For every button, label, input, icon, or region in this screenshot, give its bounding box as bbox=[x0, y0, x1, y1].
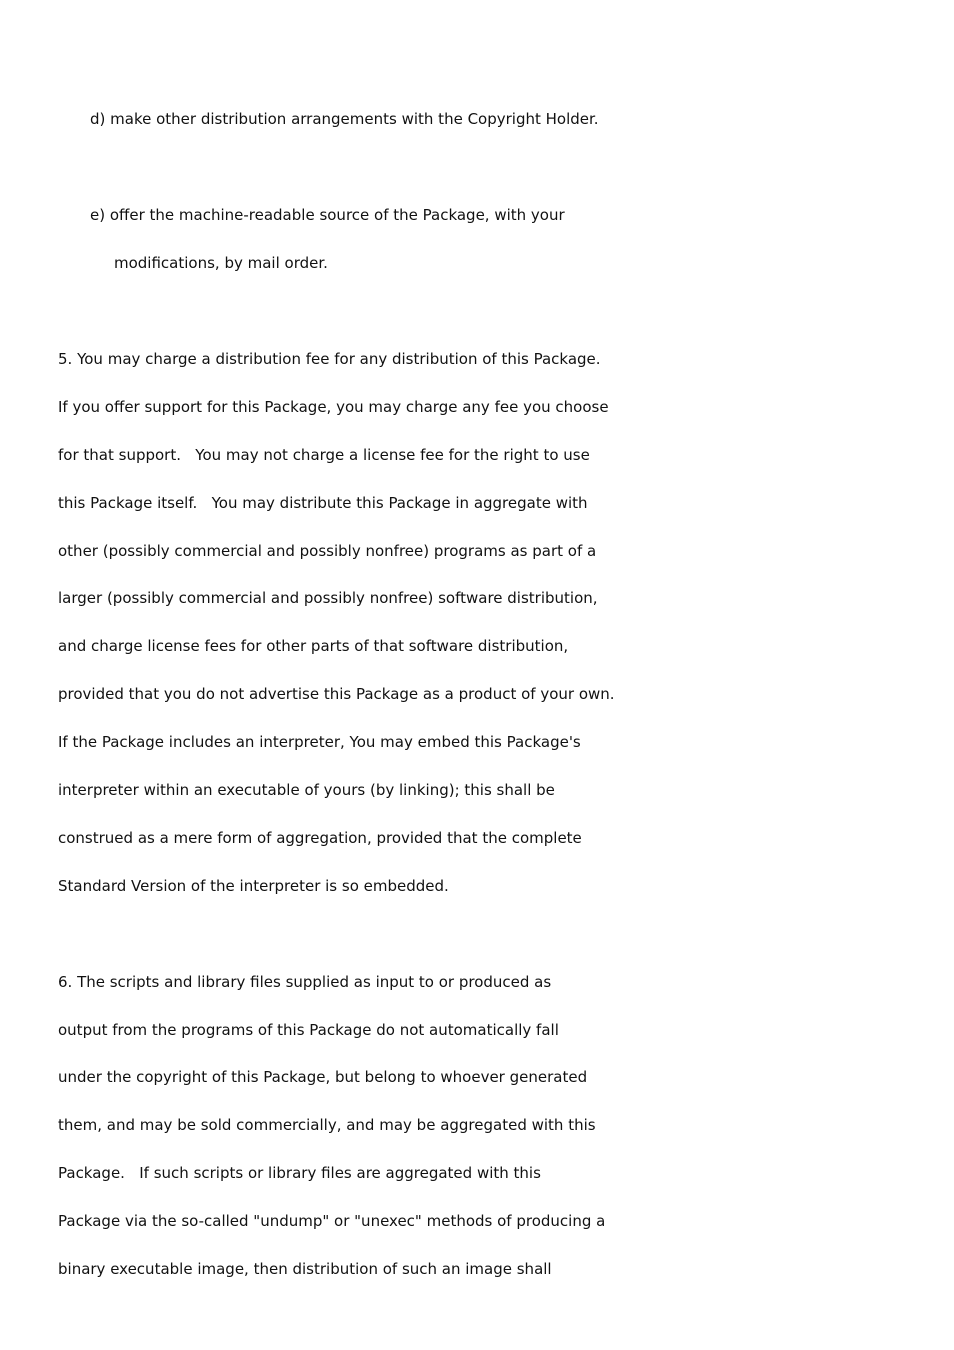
section-5-line: this Package itself. You may distribute this Package in aggregate with bbox=[58, 494, 588, 512]
section-6-line: binary executable image, then distribution of such an image shall bbox=[58, 1260, 552, 1278]
section-6-line: Package via the so-called "undump" or "unexec" methods of producing a bbox=[58, 1212, 606, 1230]
section-5-line: If the Package includes an interpreter, You may embed this Package's bbox=[58, 733, 581, 751]
section-5-line: for that support. You may not charge a license fee for the right to use bbox=[58, 446, 590, 464]
section-5-line: and charge license fees for other parts of that software distribution, bbox=[58, 637, 569, 655]
section-6-line: 6. The scripts and library files supplied as input to or produced as bbox=[58, 973, 552, 991]
section-5-line: larger (possibly commercial and possibly nonfree) software distribution, bbox=[58, 589, 598, 607]
section-6-line: output from the programs of this Package do not automatically fall bbox=[58, 1021, 559, 1039]
section-5-line: interpreter within an executable of yours (by linking); this shall be bbox=[58, 781, 555, 799]
section-5-line: If you offer support for this Package, you may charge any fee you choose bbox=[58, 398, 609, 416]
item-d-line-1: d) make other distribution arrangements with the Copyright Holder. bbox=[90, 110, 599, 128]
section-5-line: 5. You may charge a distribution fee for any distribution of this Package. bbox=[58, 350, 601, 368]
section-5-line: construed as a mere form of aggregation, provided that the complete bbox=[58, 829, 582, 847]
section-6-line: under the copyright of this Package, but belong to whoever generated bbox=[58, 1068, 588, 1086]
item-e-line-2: modifications, by mail order. bbox=[114, 254, 328, 272]
section-5-line: other (possibly commercial and possibly nonfree) programs as part of a bbox=[58, 542, 597, 560]
section-5-line: provided that you do not advertise this Package as a product of your own. bbox=[58, 685, 615, 703]
section-5-line: Standard Version of the interpreter is so embedded. bbox=[58, 877, 449, 895]
item-e-line-1: e) offer the machine-readable source of the Package, with your bbox=[90, 206, 565, 224]
section-6-line: them, and may be sold commercially, and may be aggregated with this bbox=[58, 1116, 596, 1134]
section-6-line: Package. If such scripts or library files are aggregated with this bbox=[58, 1164, 541, 1182]
